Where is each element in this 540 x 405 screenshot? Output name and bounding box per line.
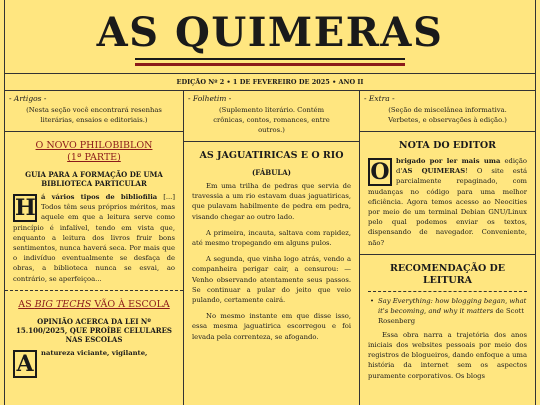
masthead-title: AS QUIMERAS xyxy=(96,9,444,56)
article-body-philobiblon xyxy=(5,192,183,284)
note-lead: brigado por ler mais uma xyxy=(396,157,501,165)
section-label-artigos: - Artigos - xyxy=(9,94,47,103)
dropcap: A xyxy=(13,350,37,378)
article-title-philobiblon[interactable] xyxy=(11,140,177,164)
recommendation-item[interactable] xyxy=(360,296,535,330)
editor-note-title: NOTA DO EDITOR xyxy=(398,140,497,151)
note-text: edição d' xyxy=(396,157,527,176)
masthead-rule xyxy=(135,58,405,60)
article-title-prefix: AS xyxy=(18,298,35,310)
column-folhetim xyxy=(183,90,359,405)
section-desc-folhetim: (Suplemento literário. Contém crônicas, contos, romances, entre outros.) xyxy=(213,106,330,134)
story-paragraph: No mesmo instante em que disse isso, essa mesma jaguatirica escorregou e foi levada pela correnteza, se afogando. xyxy=(192,312,351,341)
article-lead: natureza viciante, vigilante, xyxy=(41,348,148,357)
section-divider xyxy=(360,131,535,132)
article-divider xyxy=(360,254,535,255)
story-genre: (FÁBULA) xyxy=(252,168,291,177)
dropcap: H xyxy=(15,195,36,221)
section-divider xyxy=(184,141,359,142)
book-author: de Scott Rosenberg xyxy=(378,306,525,325)
recommendation-body xyxy=(360,330,535,381)
section-label-folhetim: - Folhetim - xyxy=(188,94,232,103)
masthead xyxy=(5,8,535,72)
editor-note-body xyxy=(360,156,535,248)
section-label-extra: - Extra - xyxy=(364,94,395,103)
article-text: [...] Todos têm seus próprios méritos, mas aquele em que a leitura serve como princípio é infalível, tendo em vista que, enquanto a leitura dos livros fruir bons sentimentos, nunca haverá seca. Por mais que o indivíduo eventualmente se desfaça de obras, a biblioteca nunca se esvai, ao contrário, se aperfeiçoa... xyxy=(13,193,175,283)
column-extra xyxy=(359,90,535,405)
recommendation-paragraph: Essa obra narra a trajetória dos anos iniciais dos websites pessoais por meio dos registros de blogueiros, dando enfoque a uma história da internet sem os aspectos puramente corporativos. Os blogs xyxy=(368,330,527,380)
masthead-rule-accent xyxy=(135,63,405,66)
article-title-line2: (1ª PARTE) xyxy=(67,152,121,163)
section-desc-artigos: (Nesta seção você encontrará resenhas literárias, ensaios e editoriais.) xyxy=(26,106,162,124)
section-divider xyxy=(5,131,183,132)
note-text: ! O site está parcialmente repaginado, com mudanças no código para uma melhor eficiência. Agora temos acesso ao Neocities por meio de um terminal Debian GNU/Linux pelo qual podemos enviar os textos, dispensando de navegador. Conveniente, não? xyxy=(368,167,527,247)
recommendation-title: RECOMENDAÇÃO DE LEITURA xyxy=(389,262,506,286)
note-publication-name: AS QUIMERAS xyxy=(402,167,466,176)
column-artigos xyxy=(5,90,183,405)
article-title-line1: O NOVO PHILOBIBLON xyxy=(35,140,153,151)
story-paragraph: A primeira, incauta, saltava com rapidez, até mesmo tropegando em alguns pulos. xyxy=(192,228,351,248)
book-title: Say Everything: how blogging began, what it's becoming, and why it matters xyxy=(378,296,527,315)
story-title: AS JAGUATIRICAS E O RIO xyxy=(199,150,344,161)
section-desc-extra: (Seção de miscelânea informativa. Verbetes, e observações à edição.) xyxy=(388,106,507,124)
story-body xyxy=(184,181,359,342)
article-body-big-techs xyxy=(5,348,183,377)
article-divider xyxy=(5,290,183,291)
dropcap: O xyxy=(368,158,392,186)
story-paragraph: Em uma trilha de pedras que servia de travessia a um rio estavam duas jaguatiricas, que pulavam habilmente de pedra em pedra, visando chegar ao outro lado. xyxy=(192,182,351,221)
article-divider xyxy=(368,291,527,292)
article-subtitle: GUIA PARA A FORMAÇÃO DE UMA BIBLIOTECA PARTICULAR xyxy=(25,170,163,188)
article-title-emphasis: BIG TECHS xyxy=(34,298,92,310)
article-subtitle: OPINIÃO ACERCA DA LEI Nº 15.100/2025, QUE PROÍBE CELULARES NAS ESCOLAS xyxy=(16,316,172,344)
article-lead: á vários tipos de bibliofilia xyxy=(41,193,158,201)
article-title-suffix: VÃO À ESCOLA xyxy=(91,298,170,310)
story-paragraph: A segunda, que vinha logo atrás, vendo a companheira perigar cair, a censurou: — Venho observando atentamente seus passos. Se continuar a pular do jeito que veio pulando, certamente cairá. xyxy=(192,255,351,305)
article-title-big-techs[interactable] xyxy=(11,299,177,311)
edition-line: EDIÇÃO Nº 2 • 1 DE FEVEREIRO DE 2025 • ANO II xyxy=(5,73,535,91)
newspaper-page xyxy=(4,0,536,405)
